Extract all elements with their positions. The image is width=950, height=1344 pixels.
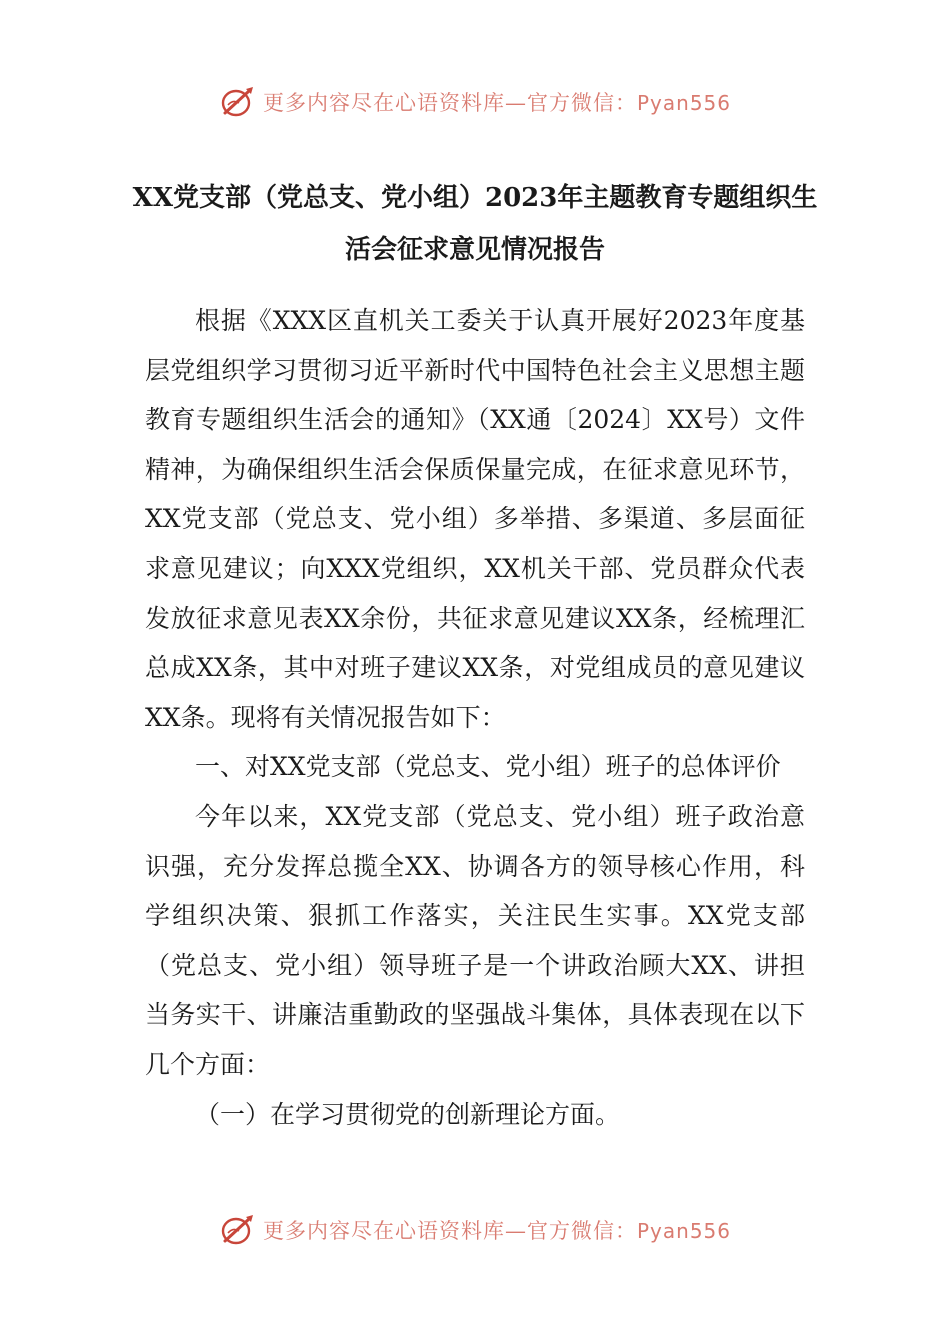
paragraph-evaluation: 今年以来，XX党支部（党总支、党小组）班子政治意识强，充分发挥总揽全XX、协调各方的领导核心作用，科学组织决策、狠抓工作落实，关注民生实事。XX党支部（党总支、党小组）领导班子是一个讲政治顾大XX、讲担当务实干、讲廉洁重勤政的坚强战斗集体，具体表现在以下几个方面： bbox=[145, 801, 805, 1079]
watermark-banner-bottom bbox=[0, 1210, 950, 1250]
watermark-brand-text: 更多内容尽在心语资料库—官方微信： bbox=[262, 91, 637, 115]
pen-logo-icon bbox=[219, 1213, 257, 1247]
pen-logo-icon bbox=[219, 85, 257, 119]
section-heading-1: 一、对XX党支部（党总支、党小组）班子的总体评价 bbox=[195, 752, 781, 782]
watermark-wechat-id: Pyan556 bbox=[636, 1219, 731, 1243]
paragraph-basis: 根据《XXX区直机关工委关于认真开展好2023年度基层党组织学习贯彻习近平新时代中国特色社会主义思想主题教育专题组织生活会的通知》（XX通〔2024〕XX号）文件精神，为确保组织生活会保质保量完成，在征求意见环节，XX党支部（党总支、党小组）多举措、多渠道、多层面征求意见建议；向XXX党组织，XX机关干部、党员群众代表发放征求意见表XX余份，共征求意见建议XX条，经梳理汇总成XX条，其中对班子建议XX条，对党组成员的意见建议XX条。现将有关情况报告如下： bbox=[145, 306, 805, 732]
watermark-text bbox=[263, 87, 731, 117]
watermark-brand-text: 更多内容尽在心语资料库—官方微信： bbox=[262, 1219, 637, 1243]
subsection-heading-1: （一）在学习贯彻党的创新理论方面。 bbox=[195, 1099, 621, 1129]
title-line-2: 活会征求意见情况报告 bbox=[344, 235, 605, 265]
document-body bbox=[145, 296, 805, 1139]
watermark-banner-top bbox=[0, 82, 950, 122]
document-title bbox=[110, 172, 840, 276]
watermark-wechat-id: Pyan556 bbox=[636, 91, 731, 115]
title-line-1: XX党支部（党总支、党小组）2023年主题教育专题组织生 bbox=[132, 183, 818, 213]
watermark-text bbox=[263, 1215, 731, 1245]
